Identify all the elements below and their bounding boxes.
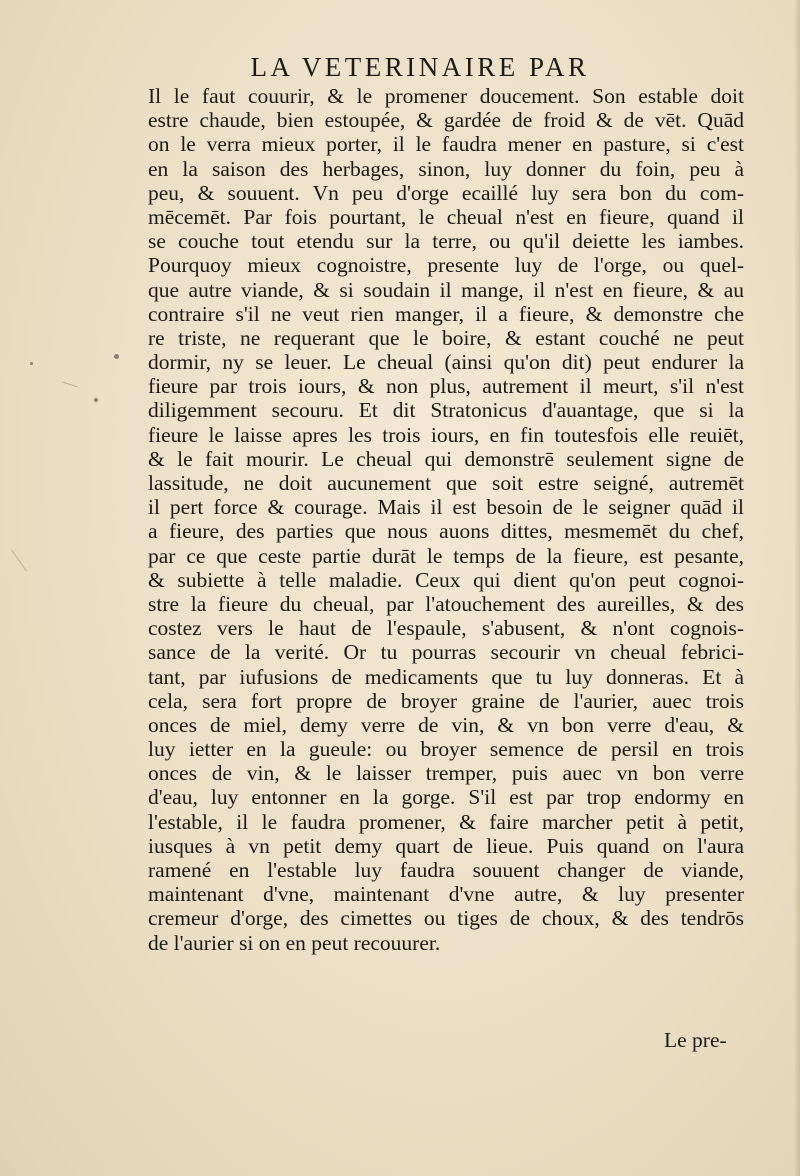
text-line: maintenant d'vne, maintenant d'vne autre, & luy presenter — [148, 882, 744, 907]
text-line: a fieure, des parties que nous auons dittes, mesmemēt du chef, — [148, 519, 744, 544]
page-edge-shadow — [794, 0, 800, 1176]
margin-scratch — [62, 382, 78, 388]
text-line: fieure le laisse apres les trois iours, en fin toutesfois elle reuiēt, — [148, 422, 744, 447]
text-line: & subiette à telle maladie. Ceux qui dient qu'on peut cognoi- — [148, 567, 744, 592]
text-line: l'estable, il le faudra promener, & faire marcher petit à petit, — [148, 809, 744, 834]
text-line: peu, & souuent. Vn peu d'orge ecaillé luy sera bon du com- — [148, 180, 744, 205]
text-line: dormir, ny se leuer. Le cheual (ainsi qu'on dit) peut endurer la — [148, 350, 744, 375]
text-line: sance de la verité. Or tu pourras secourir vn cheual febrici- — [148, 640, 744, 665]
text-line: que autre viande, & si soudain il mange, il n'est en fieure, & au — [148, 277, 744, 302]
text-line: il pert force & courage. Mais il est besoin de le seigner quād il — [148, 495, 744, 520]
text-line: par ce que ceste partie durāt le temps de la fieure, est pesante, — [148, 543, 744, 568]
text-line: re triste, ne requerant que le boire, & estant couché ne peut — [148, 325, 744, 350]
text-line: on le verra mieux porter, il le faudra mener en pasture, si c'est — [148, 132, 744, 157]
text-line: fieure par trois iours, & non plus, autrement il meurt, s'il n'est — [148, 374, 744, 399]
text-line: Il le faut couurir, & le promener doucement. Son estable doit — [148, 84, 744, 108]
text-line: de l'aurier si on en peut recouurer. — [148, 930, 441, 955]
text-line: luy ietter en la gueule: ou broyer semence de persil en trois — [148, 737, 744, 762]
text-line: stre la fieure du cheual, par l'atouchement des aureilles, & des — [148, 591, 744, 616]
text-line: cremeur d'orge, des cimettes ou tiges de choux, & des tendrōs — [148, 906, 744, 931]
text-line: & le fait mourir. Le cheual qui demonstrē seulement signe de — [148, 446, 744, 471]
text-line: contraire s'il ne veut rien manger, il a fieure, & demonstre che — [148, 301, 744, 326]
text-line: en la saison des herbages, sinon, luy donner du foin, peu à — [148, 156, 744, 181]
text-line: costez vers le haut de l'espaule, s'abusent, & n'ont cognois- — [148, 616, 744, 641]
catchword: Le pre- — [664, 1028, 727, 1052]
text-line: ramené en l'estable luy faudra souuent changer de viande, — [148, 858, 744, 882]
text-line: lassitude, ne doit aucunement que soit estre seigné, autremēt — [148, 471, 744, 495]
margin-speck — [30, 362, 33, 365]
text-line: iusques à vn petit demy quart de lieue. Puis quand on l'aura — [148, 833, 744, 858]
margin-speck — [94, 398, 98, 402]
text-line: tant, par iufusions de medicaments que tu luy donneras. Et à — [148, 664, 744, 689]
running-head: LA VETERINAIRE PAR — [250, 52, 590, 82]
text-line: Pourquoy mieux cognoistre, presente luy de l'orge, ou quel- — [148, 253, 744, 278]
text-line: onces de vin, & le laisser tremper, puis auec vn bon verre — [148, 761, 744, 786]
text-line: d'eau, luy entonner en la gorge. S'il est par trop endormy en — [148, 785, 744, 810]
text-line: mēcemēt. Par fois pourtant, le cheual n'est en fieure, quand il — [148, 204, 744, 229]
margin-scratch — [11, 550, 27, 572]
text-line: estre chaude, bien estoupée, & gardée de froid & de vēt. Quād — [148, 108, 744, 133]
text-line: diligemment secouru. Et dit Stratonicus d'auantage, que si la — [148, 398, 744, 423]
margin-speck — [114, 354, 119, 359]
body-text — [148, 84, 744, 955]
text-line: cela, sera fort propre de broyer graine de l'aurier, auec trois — [148, 688, 744, 713]
text-line: se couche tout etendu sur la terre, ou qu'il deiette les iambes. — [148, 229, 744, 254]
text-line: onces de miel, demy verre de vin, & vn bon verre d'eau, & — [148, 712, 744, 737]
